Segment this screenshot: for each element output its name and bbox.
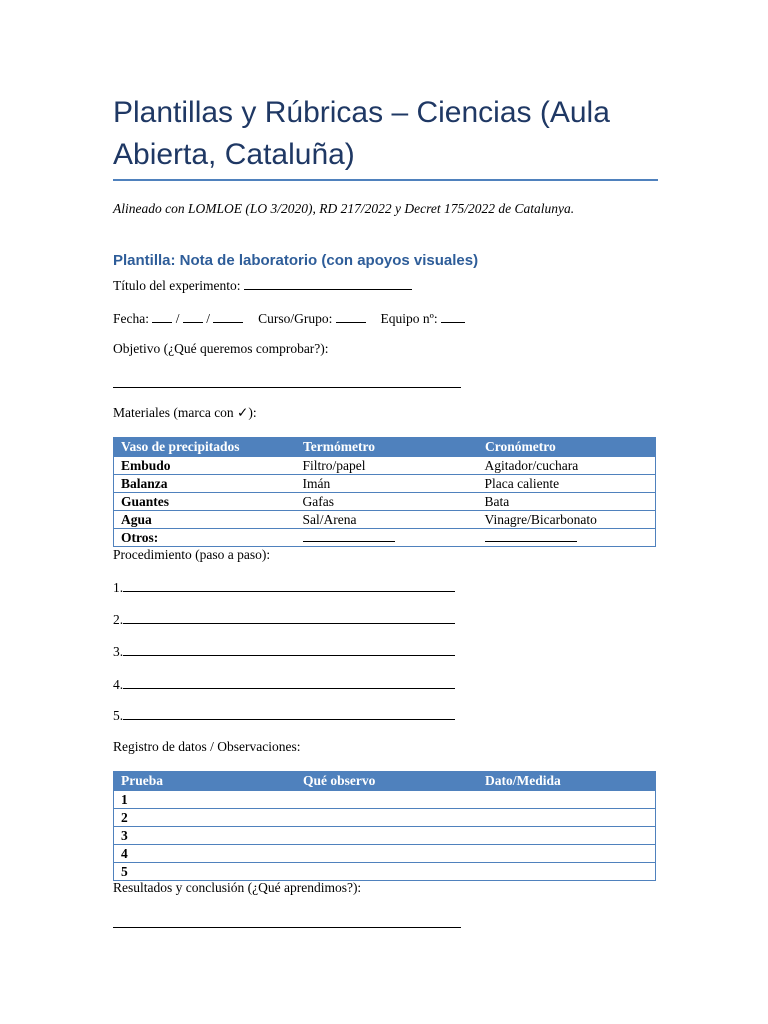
objective-label: Objetivo (¿Qué queremos comprobar?):: [113, 341, 329, 356]
materials-table: [113, 437, 656, 547]
measurement-cell[interactable]: [478, 863, 656, 881]
materials-row: [114, 511, 656, 529]
procedure-step-number: 5.: [113, 708, 124, 723]
materials-row-other: [114, 529, 656, 547]
data-row: [114, 809, 656, 827]
materials-row: [114, 475, 656, 493]
date-month-blank[interactable]: [183, 310, 203, 323]
procedure-step-number: 2.: [113, 612, 124, 627]
data-row: [114, 863, 656, 881]
materials-other-label: Otros:: [114, 529, 296, 547]
document-title: Plantillas y Rúbricas – Ciencias (Aula Abierta, Cataluña): [113, 96, 610, 171]
materials-cell[interactable]: Placa caliente: [478, 475, 656, 493]
observation-cell[interactable]: [296, 827, 478, 845]
date-course-team-line: Fecha: / / Curso/Grupo: Equipo nº:: [113, 310, 465, 327]
date-year-blank[interactable]: [213, 310, 243, 323]
procedure-step: [113, 707, 455, 724]
course-label: Curso/Grupo:: [258, 311, 333, 326]
observation-cell[interactable]: [296, 863, 478, 881]
materials-header-row: [114, 438, 656, 457]
materials-cell[interactable]: Balanza: [114, 475, 296, 493]
materials-cell[interactable]: Imán: [296, 475, 478, 493]
objective-blank[interactable]: [113, 387, 461, 388]
materials-header-cell: Vaso de precipitados: [114, 438, 296, 457]
procedure-label: Procedimiento (paso a paso):: [113, 547, 271, 562]
data-header-cell: Prueba: [114, 772, 296, 791]
date-label: Fecha:: [113, 311, 149, 326]
materials-cell[interactable]: Guantes: [114, 493, 296, 511]
data-label: Registro de datos / Observaciones:: [113, 739, 301, 754]
data-row: [114, 827, 656, 845]
experiment-title-line: [113, 277, 412, 294]
materials-cell[interactable]: Agua: [114, 511, 296, 529]
data-header-row: [114, 772, 656, 791]
materials-cell[interactable]: Embudo: [114, 457, 296, 475]
date-day-blank[interactable]: [152, 310, 172, 323]
materials-label: Materiales (marca con ✓):: [113, 405, 257, 420]
observation-cell[interactable]: [296, 845, 478, 863]
data-table: [113, 771, 656, 881]
procedure-step-blank[interactable]: [123, 611, 455, 624]
materials-cell[interactable]: Filtro/papel: [296, 457, 478, 475]
experiment-title-blank[interactable]: [244, 277, 412, 290]
materials-cell[interactable]: Vinagre/Bicarbonato: [478, 511, 656, 529]
procedure-step: [113, 643, 455, 660]
procedure-step-blank[interactable]: [123, 676, 455, 689]
measurement-cell[interactable]: [478, 827, 656, 845]
results-label: Resultados y conclusión (¿Qué aprendimos?):: [113, 880, 362, 895]
data-row: [114, 791, 656, 809]
trial-number: 4: [114, 845, 296, 863]
data-header-cell: Qué observo: [296, 772, 478, 791]
procedure-step-number: 1.: [113, 580, 124, 595]
observation-cell[interactable]: [296, 791, 478, 809]
section-heading: Plantilla: Nota de laboratorio (con apoyos visuales): [113, 252, 479, 269]
trial-number: 5: [114, 863, 296, 881]
results-blank[interactable]: [113, 927, 461, 928]
measurement-cell[interactable]: [478, 845, 656, 863]
subtitle: Alineado con LOMLOE (LO 3/2020), RD 217/2022 y Decret 175/2022 de Catalunya.: [113, 201, 575, 216]
course-blank[interactable]: [336, 310, 366, 323]
materials-cell[interactable]: Bata: [478, 493, 656, 511]
trial-number: 2: [114, 809, 296, 827]
materials-other-blank[interactable]: [303, 529, 395, 542]
measurement-cell[interactable]: [478, 791, 656, 809]
procedure-step: [113, 611, 455, 628]
procedure-step: [113, 676, 455, 693]
procedure-step-blank[interactable]: [123, 643, 455, 656]
data-row: [114, 845, 656, 863]
procedure-step-blank[interactable]: [123, 579, 455, 592]
procedure-step-number: 3.: [113, 644, 124, 659]
materials-header-cell: Termómetro: [296, 438, 478, 457]
materials-cell[interactable]: Gafas: [296, 493, 478, 511]
trial-number: 3: [114, 827, 296, 845]
materials-cell[interactable]: Sal/Arena: [296, 511, 478, 529]
procedure-step: [113, 579, 455, 596]
trial-number: 1: [114, 791, 296, 809]
data-header-cell: Dato/Medida: [478, 772, 656, 791]
materials-other-cell[interactable]: [478, 529, 656, 547]
materials-other-cell[interactable]: [296, 529, 478, 547]
team-label: Equipo nº:: [380, 311, 438, 326]
procedure-step-number: 4.: [113, 677, 124, 692]
experiment-title-label: Título del experimento:: [113, 278, 241, 293]
title-rule: [113, 179, 658, 181]
materials-row: [114, 457, 656, 475]
materials-row: [114, 493, 656, 511]
materials-header-cell: Cronómetro: [478, 438, 656, 457]
observation-cell[interactable]: [296, 809, 478, 827]
materials-cell[interactable]: Agitador/cuchara: [478, 457, 656, 475]
measurement-cell[interactable]: [478, 809, 656, 827]
materials-other-blank[interactable]: [485, 529, 577, 542]
team-blank[interactable]: [441, 310, 465, 323]
procedure-step-blank[interactable]: [123, 707, 455, 720]
